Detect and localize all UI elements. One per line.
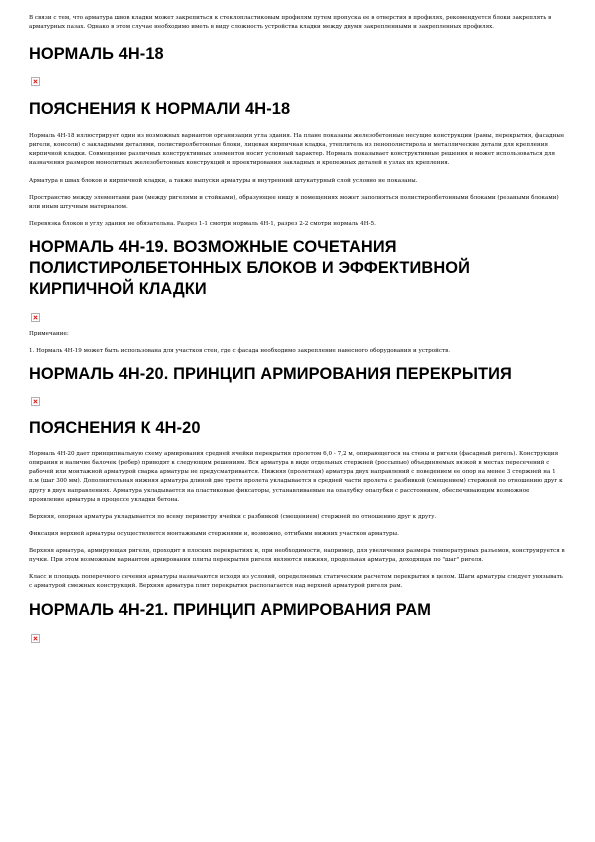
broken-image-icon: [31, 634, 40, 643]
heading-4n20: НОРМАЛЬ 4Н-20. ПРИНЦИП АРМИРОВАНИЯ ПЕРЕКРЫТИЯ: [29, 365, 512, 384]
explanation-18-paragraph-3: Пространство между элементами рам (между ригелями и стойками), образующее нишу в помещениях может заполняться полистиролбетонными блоками (резаными блоками) или иным штучным материалом.: [29, 194, 559, 210]
explanation-20-paragraph-2: Верхняя, опорная арматура укладывается по всему периметру ячейки с разбивкой (смещением) стержней по отношению друг к другу.: [29, 513, 437, 520]
explanation-20-paragraph-5: Класс и площадь поперечного сечения арматуры назначаются исходя из условий, определяемых статическим расчетом перекрытия в целом. Шаги арматуры следует увязывать с арматурой смежных конструкций. Верхняя арматура плит перекрытия располагается над верхней арматурой ригеля рам.: [29, 574, 563, 590]
heading-explanations-4n18: ПОЯСНЕНИЯ К НОРМАЛИ 4Н-18: [29, 100, 291, 119]
heading-4n19: НОРМАЛЬ 4Н-19. ВОЗМОЖНЫЕ СОЧЕТАНИЯ ПОЛИСТИРОЛБЕТОННЫХ БЛОКОВ И ЭФФЕКТИВНОЙ КИРПИЧНОЙ КЛАДКИ: [29, 237, 471, 298]
intro-paragraph: В связи с тем, что арматура швов кладки может закрепиться к стеклопластиковым профилям путем пропуска ее в отверстия в профилях, рекомендуется блоки закреплять в арматурных пазах. Однако в этом случае необходимо иметь в виду сложность устройства кладки между двумя закрепленными и закрепленных профилях.: [29, 15, 552, 31]
heading-4n18: НОРМАЛЬ 4Н-18: [29, 45, 164, 64]
explanation-18-paragraph-4: Перевязка блоков в углу здания не обязательна. Разрез 1-1 смотри нормаль 4Н-1, разрез 2-2 смотри нормаль 4Н-5.: [29, 220, 376, 227]
note-4n19: 1. Нормаль 4Н-19 может быть использована для участков стен, где с фасада необходимо закрепление навесного оборудования и устройств.: [29, 348, 451, 355]
note-label: Примечание:: [29, 330, 69, 337]
explanation-18-paragraph-1: Нормаль 4Н-18 иллюстрирует один из возможных вариантов организации угла здания. На плане показаны железобетонные несущие конструкции (рамы, перекрытия, фасадные ригели, консоли) с закладными деталями, полистиролбетонные блоки, лицевая кирпичная кладка, утеплитель из пенополистирола и металлические детали для крепления кирпичной кладки. Совмещение различных конструктивных элементов носит условный характер. Нормаль показывает конструктивные решения и может использоваться для назначения размеров монолитных железобетонных конструкций и проектирования закладных и крепежных деталей в узлах их крепления.: [29, 133, 565, 167]
explanation-20-paragraph-4: Верхняя арматура, армирующая ригели, проходит в плоских перекрытиях и, при необходимости, например, для увеличения размера температурных разъемов, конструируется в пучки. При этом возможным вариантом армирования плиты перекрытия ригеля являются нижняя, продольная арматура, доходящая по "шаг" ригеля.: [29, 547, 565, 563]
explanation-20-paragraph-1: Нормаль 4Н-20 дает принципиальную схему армирования средней ячейки перекрытия пролетом 6,0 - 7,2 м, опирающегося на стены и ригели (фасадный ригель). Конструкция опирания и наличие балочек (ребер) приводят к следующим решениям. Вся арматура в виде отдельных стержней (россыпью) объединяемых вязкой в местах пересечений с рабочей или монтажной арматурой сварка арматуры не предусматривается. Нижняя (пролетная) арматура двух направлений с поведением ее опор на менее 3 стержней на 1 п.м (шаг 300 мм). Дополнительная нижняя арматура длиной две трети пролета укладывается в средней части пролета с разбивкой (смещением) стержней по отношению друг к другу в двух направлениях. Арматура укладывается на пластиковые фиксаторы, устанавливаемые на опалубку опалубки с расстоянием, обеспечивающим возможное проявление арматуры в процессе укладки бетона.: [29, 451, 563, 503]
broken-image-icon: [31, 397, 40, 406]
explanation-20-paragraph-3: Фиксация верхней арматуры осуществляется монтажными стержнями и, возможно, отгибами нижних участков арматуры.: [29, 530, 399, 537]
heading-explanations-4n20: ПОЯСНЕНИЯ К 4Н-20: [29, 419, 201, 438]
explanation-18-paragraph-2: Арматура в швах блоков и кирпичной кладки, а также выпуски арматуры и внутренний штукатурный слой условно не показаны.: [29, 177, 418, 184]
broken-image-icon: [31, 313, 40, 322]
broken-image-icon: [31, 77, 40, 86]
heading-4n21: НОРМАЛЬ 4Н-21. ПРИНЦИП АРМИРОВАНИЯ РАМ: [29, 601, 432, 620]
